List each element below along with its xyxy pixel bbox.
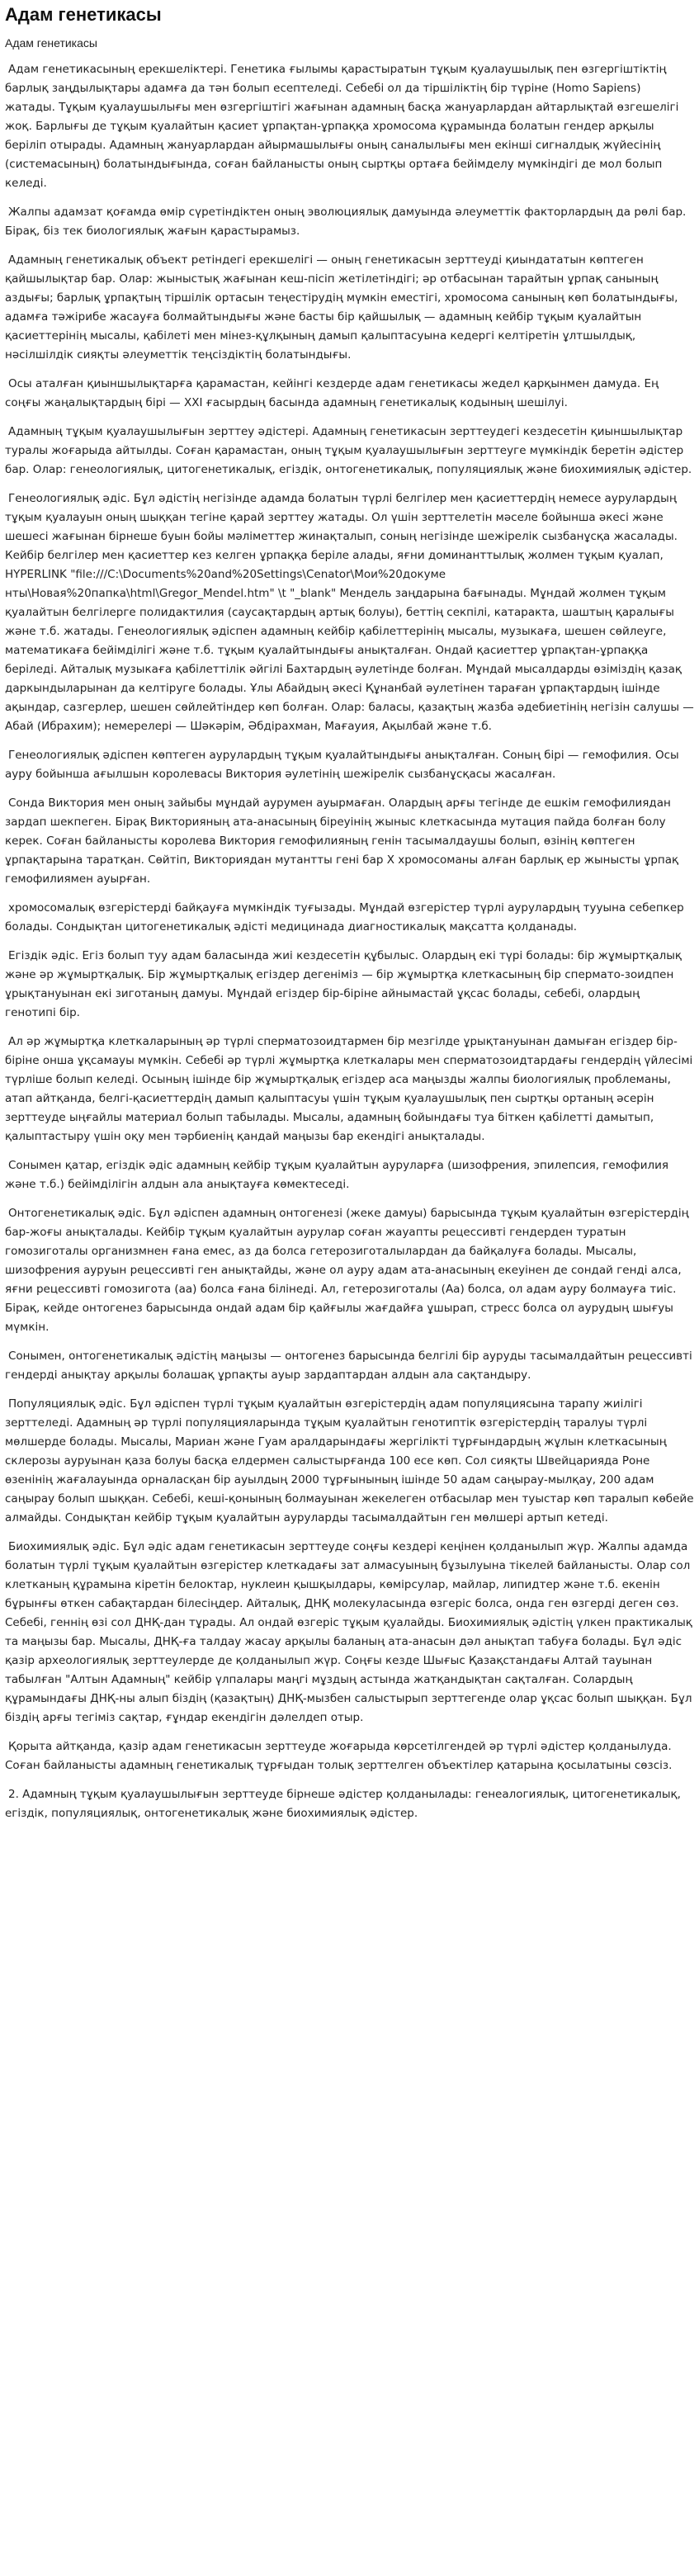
page-title: Адам генетикасы bbox=[5, 4, 162, 25]
paragraph-ontogenetic-method: Онтогенетикалық әдіс. Бұл әдіспен адамның онтогенезі (жеке дамуы) барысында тұқым қуалайтын өзгерістердің бар-жоғы анықталады. Кейбір тұқым қуалайтын аурулар соған жауапты рецессивті гендерден туратын гомозиготалы организмнен ғана емес, аз да болса гетерозиготалылардан да байқалуға болады. Мысалы, шизофрения ауруын рецессивті ген анықтайды, және ол ауру адам ата-анасының екеуінен де сондай генді алса, яғни рецессивті гомозигота (аа) болса ғана білінеді. Ал, гетерозиготалы (Аа) болса, ол адам ауру болмауға тиіс. Бірақ, кейде онтогенез барысында ондай адам бір қайғылы жағдайға ұшырап, стресс болса ол аурудың шығуы мүмкін. bbox=[5, 1206, 689, 1334]
paragraph-queen-victoria: Сонда Виктория мен оның зайыбы мұндай аурумен ауырмаған. Олардың арғы тегінде де ешкім гемофилиядан зардап шекпеген. Бірақ Викторияның ата-анасының біреуінің жыныс клеткасында мутация пайда болған болу керек. Соған байланысты королева Виктория гемофилияның генін тасымалдаушы болып, өзінің көптеген ұрпақтарына таратқан. Сөйтіп, Викториядан мутантты гені бар Х хромосоманы алған барлық ер жынысты ұрпақ гемофилиямен ауырған. bbox=[5, 796, 679, 886]
paragraph-population-method: Популяциялық әдіс. Бұл әдіспен түрлі тұқым қуалайтын өзгерістердің адам популяциясына тарапу жиілігі зерттеледі. Адамның әр түрлі популяцияларында тұқым қуалайтын генотиптік өзгерістердің таралуы түрлі мөлшерде болады. Мысалы, Мариан және Гуам аралдарындағы жергілікті тұрғындардың жұлын клеткасының склерозы ауруынан қаза болуы басқа елдермен салыстырғанда 100 есе көп. Сол сияқты Швейцарияда Роне өзенінің жағалауында орналасқан бір ауылдың 2000 тұрғынының ішінде 50 адам саңырау-мылқау, 200 адам саңырау болып шыққан. Себебі, кеші-қонының болмауынан жекелеген отбасылар мен туыстар көп таралып көбейе алмайды. Сондықтан кейбір тұқым қуалайтын ауруларды тасымалдайтын ген мөлшері артып кетеді. bbox=[5, 1397, 694, 1524]
paragraph-chromosomal-changes: хромосомалық өзгерістерді байқауға мүмкіндік туғызады. Мұндай өзгерістер түрлі аурулардың тууына себепкер болады. Сондықтан цитогенетикалық әдісті медицинада диагностикалық мақсатта қолданады. bbox=[5, 900, 684, 934]
paragraph-twin-diseases: Сонымен қатар, егіздік әдіс адамның кейбір тұқым қуалайтын ауруларға (шизофрения, эпилепсия, гемофилия және т.б.) бейімділігін алдын ала анықтауға көмектеседі. bbox=[5, 1158, 668, 1191]
paragraph-fraternal-twins: Ал әр жұмыртқа клеткаларының әр түрлі сперматозоидтармен бір мезгілде ұрықтануынан дамыған егіздер бір-біріне онша ұқсамауы мүмкін. Себебі әр түрлі жұмыртқа клеткалары мен сперматозоидтардағы гендердің үйлесімі түрліше болып келеді. Осының ішінде бір жұмыртқалық егіздер аса маңызды жалпы биологиялық проблеманы, атап айтқанда, белгі-қасиеттердің дамып қалыптасуы үшін тұқым қуалаушылық пен сыртқы ортаның әсерін зерттеуде ыңғайлы материал болып табылады. Мысалы, адамның бойындағы туа біткен қабілетті дамытып, қалыптастыру үшін оқу мен тәрбиенің қандай маңызы бар екендігі анықталады. bbox=[5, 1034, 693, 1143]
paragraph-twin-method: Егіздік әдіс. Егіз болып туу адам баласында жиі кездесетін құбылыс. Олардың екі түрі болады: бір жұмыртқалық және әр жұмыртқалық. Бір жұмыртқалық егіздер дегеніміз — бір жұмыртқа клеткасының бір спермато-зоидпен ұрықтануынан екі зиготаның дамуы. Мұндай егіздер бір-біріне айнымастай ұқсас болады, себебі, олардың генотипі бір. bbox=[5, 948, 682, 1019]
paragraph-genetic-object: Адамның генетикалық объект ретіндегі ерекшелігі — оның генетикасын зерттеуді қиындататын көптеген қайшылықтар бар. Олар: жыныстық жағынан кеш-пісіп жетілетіндігі; әр отбасынан тарайтын ұрпақ санының аздығы; барлық ұрпақтың тіршілік ортасын теңестірудің мүмкін еместігі, хромосома санының көп болатындығы, адамға тәжірибе жасауға болмайтындығы және басты бір қайшылық — адамның кейбір тұқым қуалайтын қасиеттерінің мысалы, қабілеті мен мінез-құлқының дамып қалыптасуына кедергі келтіретін ұлтшылдық, нәсілшілдік сияқты әлеуметтік теңсіздіктің болатындығы. bbox=[5, 253, 678, 362]
paragraph-genealogical-method: Генеологиялық әдіс. Бұл әдістің негізінде адамда болатын түрлі белгілер мен қасиеттердің немесе аурулардың тұқым қуалауын оның шыққан тегіне қарай зерттеу жатады. Ол үшін зерттелетін мәселе бойынша әкесі және шешесі жағынан бірнеше буын бойы мәліметтер жинақталып, соның негізінде шежірелік сызбанұсқа жасалады. Кейбір белгілер мен қасиеттер кез келген ұрпаққа беріле алады, яғни доминанттылық жолмен тұқым қуалап, HYPERLINK "file:///C:\Documents%20and%20Settings\Cenator\Мои%20докуме нты\Новая%20папка\html\Gregor_Mendel.htm" \t "_blank" Мендель заңдарына бағынады. Мұндай жолмен тұқым қуалайтын белгілерге полидактилия (саусақтардың артық болуы), беттің секпілі, катаракта, шаштың қаралығы және т.б. жатады. Генеологиялық әдіспен адамның кейбір қабілеттерінің мысалы, музыкаға, шешен сөйлеуге, математикаға бейімділігі және т.б. тұқым қуалайтындығы анықталған. Ондай қасиеттер ұрпақтан-ұрпаққа беріледі. Айталық музыкаға қабілеттілік әйгілі Бахтардың әулетінде болған. Мұндай мысалдарды өзіміздің қазақ даркындыларынан да келтіруге болады. Ұлы Абайдың әкесі Құнанбай әулетінен тараған ұрпақтардың ішінде ақындар, сазгерлер, шешен сөйлейтіндер көп болған. Олар: баласы, қазақтың жазба әдебиетінің негізін салушы — Абай (Ибрахим); немерелері — Шәкәрім, Әбдірахман, Мағауия, Ақылбай және т.б. bbox=[5, 491, 694, 733]
article-body bbox=[5, 60, 694, 1823]
paragraph-research-methods: Адамның тұқым қуалаушылығын зерттеу әдістері. Адамның генетикасын зерттеудегі кездесетін қиыншылықтар туралы жоғарыда айтылды. Соған қарамастан, оның тұқым қуалаушылығын зерттеуге мүмкіндік беретін әдістер бар. Олар: генеологиялық, цитогенетикалық, егіздік, онтогенетикалық, популяциялық және биохимиялық әдістер. bbox=[5, 424, 692, 476]
paragraph-conclusion: Қорыта айтқанда, қазір адам генетикасын зерттеуде жоғарыда көрсетілгендей әр түрлі әдістер қолданылуда. Соған байланысты адамның генетикалық тұрғыдан толық зерттелген объектілер қатарына қосылатыны сөзсіз. bbox=[5, 1739, 673, 1772]
paragraph-social-factors: Жалпы адамзат қоғамда өмір сүретіндіктен оның эволюциялық дамуында әлеуметтік факторлардың да рөлі бар. Бірақ, біз тек биологиялық жағын қарастырамыз. bbox=[5, 205, 687, 238]
paragraph-biochemical-method: Биохимиялық әдіс. Бұл әдіс адам генетикасын зерттеуде соңғы кездері кеңінен қолданылып жүр. Жалпы адамда болатын түрлі тұқым қуалайтын өзгерістер клеткадағы зат алмасуының бұзылуына тікелей байланысты. Олар сол клетканың құрамына кіретін белоктар, нуклеин қышқылдары, көмірсулар, майлар, липидтер және т.б. екенін бұрынғы өткен сабақтардан білесіңдер. Айталық, ДНҚ молекуласында өзгеріс болса, онда ген өзгерді деген сөз. Себебі, геннің өзі сол ДНҚ-дан тұрады. Ал ондай өзгеріс тұқым қуалайды. Биохимиялық әдістің үлкен практикалық та маңызы бар. Мысалы, ДНҚ-ға талдау жасау арқылы баланың ата-анасын дәл анықтап табуға болады. Бұл әдіс қазір археологиялық зерттеулерде де қолданылып жүр. Соңғы кезде Шығыс Қазақстандағы Алтай тауынан табылған "Алтын Адамның" кейбір үлпалары маңгі мұздың астында жатқандықтан сақталған. Солардың құрамындағы ДНҚ-ны алып біздің (қазақтың) ДНҚ-мызбен салыстырып зерттегенде олар ұқсас болып шыққан. Бұл біздің арғы тегіміз сақтар, ғұндар екендігін дәлелдеп отыр. bbox=[5, 1539, 692, 1724]
paragraph-hemophilia: Генеологиялық әдіспен көптеген аурулардың тұқым қуалайтындығы анықталған. Соның бірі — гемофилия. Осы ауру бойынша ағылшын королевасы Виктория әулетінің шежірелік сызбанұсқасы жасалған. bbox=[5, 748, 679, 781]
paragraph-summary: 2. Адамның тұқым қуалаушылығын зерттеуде бірнеше әдістер қолданылады: генеалогиялық, цитогенетикалық, егіздік, популяциялық, онтогенетикалық және биохимиялық әдістер. bbox=[5, 1787, 681, 1820]
paragraph-recent-progress: Осы аталған қиыншылықтарға қарамастан, кейінгі кездерде адам генетикасы жедел қарқынмен дамуда. Ең соңғы жаңалықтардың бірі — XXI ғасырдың басында адамның генетикалық кодының шешілуі. bbox=[5, 376, 659, 409]
page-subtitle: Адам генетикасы bbox=[5, 35, 97, 50]
paragraph-ontogenetic-importance: Сонымен, онтогенетикалық әдістің маңызы — онтогенез барысында белгілі бір ауруды тасымалдайтын рецессивті гендерді анықтау арқылы болашақ ұрпақты ауыр зардаптардан алдын ала сақтандыру. bbox=[5, 1349, 692, 1382]
paragraph-features: Адам генетикасының ерекшеліктері. Генетика ғылымы қарастыратын тұқым қуалаушылық пен өзгергіштіктің барлық заңдылықтары адамға да тән болып есептеледі. Себебі ол да тіршіліктің бір түріне (Homo Sapiens) жатады. Тұқым қуалаушылығы мен өзгергіштігі жағынан адамның басқа жануарлардан айтарлықтай өзгешелігі жоқ. Барлығы де тұқым қуалайтын қасиет ұрпақтан-ұрпаққа хромосома құрамында болатын гендер арқылы беріліп отырады. Адамның жануарлардан айырмашылығы оның саналылығы мен екінші сигналдық жүйесінің (системасының) болатындығында, соған байланысты оның сыртқы ортаға бейімделу мүмкіндігі де мол болып келеді. bbox=[5, 62, 679, 190]
